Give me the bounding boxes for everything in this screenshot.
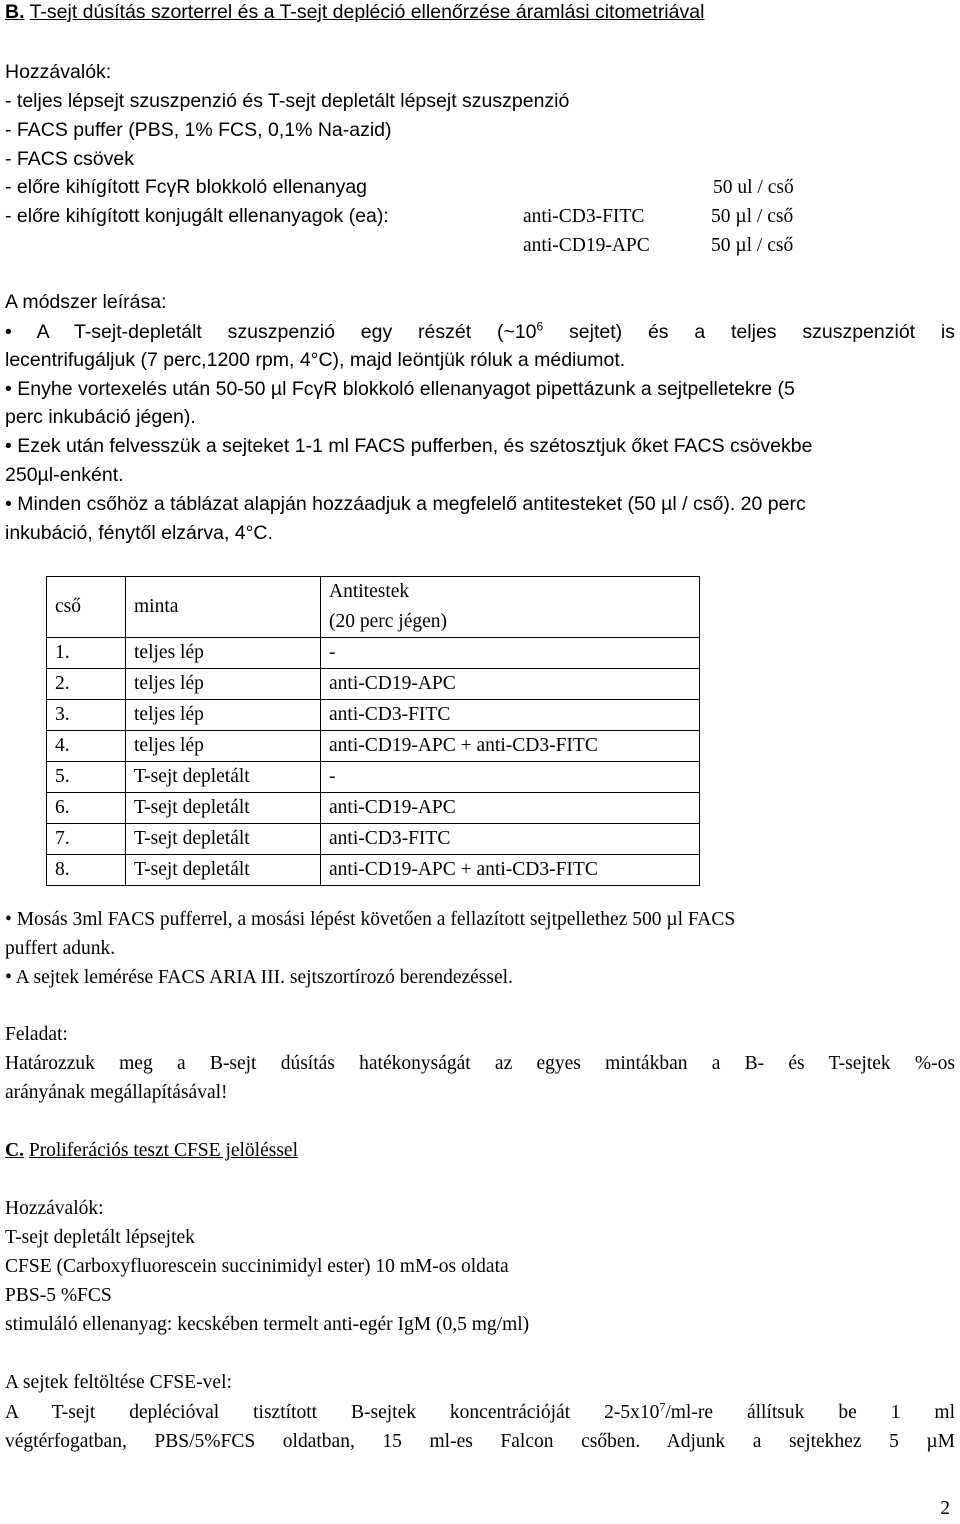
table-row	[47, 700, 700, 731]
task-line-1: Határozzuk meg a B-sejt dúsítás hatékonyságát az egyes mintákban a B- és T-sejtek %-os	[5, 1053, 955, 1074]
ingredient-c-item: stimuláló ellenanyag: kecskében termelt anti-egér IgM (0,5 mg/ml)	[5, 1314, 530, 1335]
method-bullet-3-line-1: • Ezek után felvesszük a sejteket 1-1 ml FACS pufferben, és szétosztjuk őket FACS csövekbe	[5, 435, 813, 457]
loading-line-1-text-b: /ml-re állítsuk be 1 ml	[665, 1402, 955, 1423]
cell-tube: 8.	[47, 855, 126, 886]
cell-tube: 3.	[47, 700, 126, 731]
cell-sample: teljes lép	[126, 669, 321, 700]
method-bullet-4-line-1: • Minden csőhöz a táblázat alapján hozzáadjuk a megfelelő antitesteket (50 µl / cső). 20 perc	[5, 493, 806, 515]
bullet-5-line-2: puffert adunk.	[5, 938, 116, 959]
antibody-amount: 50 µl / cső	[711, 235, 794, 256]
ingredient-item: - FACS puffer (PBS, 1% FCS, 0,1% Na-azid)	[5, 119, 392, 141]
fc-block-amount: 50 ul / cső	[713, 177, 794, 198]
table-row	[47, 669, 700, 700]
method-bullet-4-line-2: inkubáció, fénytől elzárva, 4°C.	[5, 522, 273, 544]
cell-tube: 2.	[47, 669, 126, 700]
cell-antibody: anti-CD3-FITC	[321, 824, 700, 855]
method-bullet-1-text-a: • A T-sejt-depletált szuszpenzió egy részét (~10	[5, 321, 537, 343]
ingredients-b-heading: Hozzávalók:	[5, 61, 112, 83]
table-row	[47, 793, 700, 824]
cell-antibody: anti-CD19-APC + anti-CD3-FITC	[321, 731, 700, 762]
method-bullet-3-line-2: 250µl-enként.	[5, 464, 124, 486]
bullet-5-line-1: • Mosás 3ml FACS pufferrel, a mosási lépést követően a fellazított sejtpellethez 500 µl FACS	[5, 909, 736, 930]
ingredient-c-item: PBS-5 %FCS	[5, 1285, 112, 1306]
section-b-letter: B.	[5, 1, 25, 23]
ingredient-c-item: CFSE (Carboxyfluorescein succinimidyl ester) 10 mM-os oldata	[5, 1256, 509, 1277]
cell-antibody: anti-CD19-APC	[321, 669, 700, 700]
cell-sample: teljes lép	[126, 638, 321, 669]
table-header-row	[47, 577, 700, 638]
antibody-name: anti-CD3-FITC	[523, 206, 645, 227]
method-bullet-1-line-1	[5, 318, 955, 348]
header-antibody-line-2: (20 perc jégen)	[329, 611, 448, 632]
section-c-letter: C.	[5, 1140, 24, 1161]
cell-tube: 5.	[47, 762, 126, 793]
ingredients-c-heading: Hozzávalók:	[5, 1198, 104, 1219]
header-antibody-line-1: Antitestek	[329, 581, 410, 602]
ingredient-c-item: T-sejt depletált lépsejtek	[5, 1227, 195, 1248]
table-row	[47, 638, 700, 669]
cell-antibody: -	[321, 762, 700, 793]
cell-antibody: -	[321, 638, 700, 669]
tube-table	[46, 576, 700, 886]
method-heading: A módszer leírása:	[5, 291, 167, 313]
cell-sample: T-sejt depletált	[126, 793, 321, 824]
method-bullet-1-text-b: sejtet) és a teljes szuszpenziót is	[543, 321, 955, 343]
section-b-title: T-sejt dúsítás szorterrel és a T-sejt depléció ellenőrzése áramlási citometriával	[29, 1, 705, 23]
section-c-heading	[5, 1136, 298, 1166]
cell-antibody: anti-CD19-APC + anti-CD3-FITC	[321, 855, 700, 886]
ingredient-item: - teljes lépsejt szuszpenzió és T-sejt depletált lépsejt szuszpenzió	[5, 90, 570, 112]
loading-heading: A sejtek feltöltése CFSE-vel:	[5, 1372, 232, 1393]
exponent: 6	[536, 319, 544, 334]
table-row	[47, 824, 700, 855]
task-line-2: arányának megállapításával!	[5, 1082, 228, 1103]
cell-antibody: anti-CD19-APC	[321, 793, 700, 824]
section-c-title: Proliferációs teszt CFSE jelöléssel	[28, 1140, 299, 1161]
header-antibody	[321, 577, 700, 638]
ingredient-item: - FACS csövek	[5, 148, 134, 170]
cell-sample: teljes lép	[126, 731, 321, 762]
bullet-6: • A sejtek lemérése FACS ARIA III. sejtszortírozó berendezéssel.	[5, 967, 513, 988]
section-b-heading	[5, 0, 704, 28]
method-bullet-2-line-1: • Enyhe vortexelés után 50-50 µl FcγR blokkoló ellenanyagot pipettázunk a sejtpelletekre (5	[5, 378, 795, 400]
cell-tube: 7.	[47, 824, 126, 855]
cell-sample: T-sejt depletált	[126, 824, 321, 855]
antibody-amount: 50 µl / cső	[711, 206, 794, 227]
table-row	[47, 762, 700, 793]
cell-sample: T-sejt depletált	[126, 855, 321, 886]
cell-sample: teljes lép	[126, 700, 321, 731]
ingredient-item: - előre kihígított konjugált ellenanyagok (ea):	[5, 205, 389, 227]
cell-sample: T-sejt depletált	[126, 762, 321, 793]
table-row	[47, 731, 700, 762]
exponent: 7	[659, 1399, 666, 1414]
loading-line-1-text-a: A T-sejt deplécióval tisztított B-sejtek koncentrációját 2-5x10	[5, 1402, 660, 1423]
cell-antibody: anti-CD3-FITC	[321, 700, 700, 731]
page-number: 2	[940, 1498, 950, 1519]
cell-tube: 6.	[47, 793, 126, 824]
table-row	[47, 855, 700, 886]
ingredient-item: - előre kihígított FcγR blokkoló ellenanyag	[5, 176, 368, 198]
method-bullet-2-line-2: perc inkubáció jégen).	[5, 406, 196, 428]
header-tube: cső	[47, 577, 126, 638]
antibody-name: anti-CD19-APC	[523, 235, 650, 256]
header-sample: minta	[126, 577, 321, 638]
task-heading: Feladat:	[5, 1024, 68, 1045]
cell-tube: 4.	[47, 731, 126, 762]
loading-line-1	[5, 1398, 955, 1428]
cell-tube: 1.	[47, 638, 126, 669]
method-bullet-1-line-2: lecentrifugáljuk (7 perc,1200 rpm, 4°C), majd leöntjük róluk a médiumot.	[5, 349, 626, 371]
loading-line-2: végtérfogatban, PBS/5%FCS oldatban, 15 ml-es Falcon csőben. Adjunk a sejtekhez 5 µM	[5, 1431, 955, 1452]
